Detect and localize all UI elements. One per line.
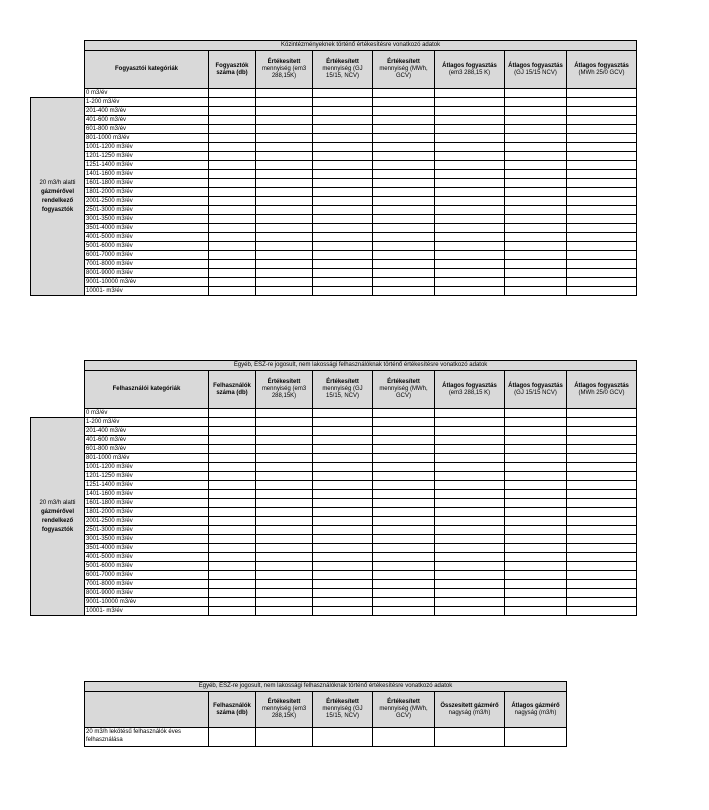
column-header: Átlagos fogyasztás (em3 288,15 K)	[435, 371, 505, 409]
table-title: Egyéb, ESZ-re jogosult, nem lakossági felhasználóknak történő értékesítésre vonatkozó adatok	[85, 361, 637, 371]
table-row	[31, 197, 637, 206]
column-header: Értékesített mennyiség (em3 288,15K)	[256, 51, 313, 89]
table-row	[31, 535, 637, 544]
other-users-table	[30, 360, 637, 616]
row-label: 5001-6000 m3/év	[85, 562, 209, 571]
table-row	[31, 607, 637, 616]
row-label: 801-1000 m3/év	[85, 454, 209, 463]
table-row	[31, 161, 637, 170]
summary-table	[84, 681, 567, 747]
row-label: 7001-8000 m3/év	[85, 580, 209, 589]
table-row	[85, 728, 567, 747]
row-label: 401-600 m3/év	[85, 436, 209, 445]
table-title: Közintézményeknek történő értékesítésre vonatkozó adatok	[85, 41, 637, 51]
column-header: Értékesített mennyiség (MWh, GCV)	[373, 371, 435, 409]
table-row	[31, 589, 637, 598]
column-header: Felhasználók száma (db)	[209, 371, 256, 409]
column-header	[85, 692, 209, 728]
table-row	[31, 278, 637, 287]
row-label: 3001-3500 m3/év	[85, 535, 209, 544]
table-row	[31, 445, 637, 454]
row-label: 6001-7000 m3/év	[85, 251, 209, 260]
row-label: 3501-4000 m3/év	[85, 224, 209, 233]
table-row	[31, 409, 637, 418]
table-header	[31, 51, 637, 89]
row-label: 1201-1250 m3/év	[85, 152, 209, 161]
row-label: 6001-7000 m3/év	[85, 571, 209, 580]
row-label: 10001- m3/év	[85, 607, 209, 616]
table-row	[31, 427, 637, 436]
row-label: 8001-9000 m3/év	[85, 269, 209, 278]
row-label: 601-800 m3/év	[85, 445, 209, 454]
row-label: 201-400 m3/év	[85, 427, 209, 436]
row-label: 8001-9000 m3/év	[85, 589, 209, 598]
table-row	[31, 224, 637, 233]
table-row	[31, 269, 637, 278]
table-row	[31, 499, 637, 508]
row-label: 1-200 m3/év	[85, 98, 209, 107]
table-row	[31, 571, 637, 580]
row-label: 201-400 m3/év	[85, 107, 209, 116]
column-header: Értékesített mennyiség (GJ 15/15, NCV)	[313, 51, 373, 89]
table-row	[31, 152, 637, 161]
row-label: 4001-5000 m3/év	[85, 553, 209, 562]
table-row	[31, 553, 637, 562]
table-row	[31, 526, 637, 535]
table-row	[31, 242, 637, 251]
table-row	[31, 463, 637, 472]
row-label: 7001-8000 m3/év	[85, 260, 209, 269]
column-header: Értékesített mennyiség (MWh, GCV)	[373, 692, 435, 728]
row-label: 2001-2500 m3/év	[85, 197, 209, 206]
table-row	[31, 143, 637, 152]
row-label: 1-200 m3/év	[85, 418, 209, 427]
row-label: 1601-1800 m3/év	[85, 499, 209, 508]
table-row	[31, 125, 637, 134]
column-header: Átlagos fogyasztás (GJ 15/15 NCV)	[505, 51, 567, 89]
table-row	[31, 508, 637, 517]
row-label: 0 m3/év	[85, 409, 209, 418]
row-label: 1401-1600 m3/év	[85, 170, 209, 179]
table-row	[31, 251, 637, 260]
row-label: 1251-1400 m3/év	[85, 481, 209, 490]
row-label: 10001- m3/év	[85, 287, 209, 296]
row-label: 1001-1200 m3/év	[85, 463, 209, 472]
row-label: 20 m3/h lekötésű felhasználók éves felhasználása	[85, 728, 209, 747]
column-header: Összesített gázmérő nagyság (m3/h)	[435, 692, 505, 728]
row-label: 9001-10000 m3/év	[85, 278, 209, 287]
column-header: Értékesített mennyiség (em3 288,15K)	[256, 692, 313, 728]
table-row	[31, 454, 637, 463]
row-label: 3501-4000 m3/év	[85, 544, 209, 553]
column-header: Átlagos fogyasztás (GJ 15/15 NCV)	[505, 371, 567, 409]
column-header: Átlagos fogyasztás (MWh 25/0 GCV)	[567, 371, 637, 409]
row-label: 1201-1250 m3/év	[85, 472, 209, 481]
column-header: Fogyasztói kategóriák	[85, 51, 209, 89]
row-label: 2001-2500 m3/év	[85, 517, 209, 526]
table-row	[31, 287, 637, 296]
table-row	[31, 89, 637, 98]
row-label: 1001-1200 m3/év	[85, 143, 209, 152]
column-header: Átlagos fogyasztás (em3 288,15 K)	[435, 51, 505, 89]
table-body	[31, 98, 637, 296]
column-header: Átlagos fogyasztás (MWh 25/0 GCV)	[567, 51, 637, 89]
table-header	[31, 371, 637, 409]
public-institutions-table	[30, 40, 637, 296]
column-header: Értékesített mennyiség (GJ 15/15, NCV)	[313, 371, 373, 409]
row-label: 4001-5000 m3/év	[85, 233, 209, 242]
row-label: 1251-1400 m3/év	[85, 161, 209, 170]
table-row	[31, 517, 637, 526]
table-row	[31, 188, 637, 197]
table-row	[31, 98, 637, 107]
row-label: 5001-6000 m3/év	[85, 242, 209, 251]
table-row	[31, 107, 637, 116]
row-label: 401-600 m3/év	[85, 116, 209, 125]
column-header: Felhasználók száma (db)	[209, 692, 256, 728]
row-label: 1801-2000 m3/év	[85, 188, 209, 197]
row-label: 1401-1600 m3/év	[85, 490, 209, 499]
table-row	[31, 472, 637, 481]
row-label: 1801-2000 m3/év	[85, 508, 209, 517]
row-label: 2501-3000 m3/év	[85, 526, 209, 535]
table-row	[31, 116, 637, 125]
column-header: Értékesített mennyiség (MWh, GCV)	[373, 51, 435, 89]
table-row	[31, 206, 637, 215]
row-label: 801-1000 m3/év	[85, 134, 209, 143]
column-header: Értékesített mennyiség (GJ 15/15, NCV)	[313, 692, 373, 728]
table-row	[31, 260, 637, 269]
row-label: 1601-1800 m3/év	[85, 179, 209, 188]
table-title: Egyéb, ESZ-re jogosult, nem lakossági felhasználóknak történő értékesítésre vonatkozó adatok	[85, 682, 567, 692]
table-row	[31, 179, 637, 188]
table-header	[85, 692, 567, 728]
table-row	[31, 598, 637, 607]
table-row	[31, 215, 637, 224]
table-row	[31, 134, 637, 143]
row-group-label: 20 m3/h alatti gázmérővel rendelkező fogyasztók	[31, 418, 85, 616]
row-label: 601-800 m3/év	[85, 125, 209, 134]
table-row	[31, 418, 637, 427]
column-header: Felhasználói kategóriák	[85, 371, 209, 409]
table-row	[31, 580, 637, 589]
table-row	[31, 436, 637, 445]
row-label: 0 m3/év	[85, 89, 209, 98]
table-row	[31, 562, 637, 571]
row-group-label: 20 m3/h alatti gázmérővel rendelkező fogyasztók	[31, 98, 85, 296]
column-header: Fogyasztók száma (db)	[209, 51, 256, 89]
column-header: Átlagos gázmérő nagyság (m3/h)	[505, 692, 567, 728]
row-label: 3001-3500 m3/év	[85, 215, 209, 224]
row-label: 2501-3000 m3/év	[85, 206, 209, 215]
table-row	[31, 233, 637, 242]
table-row	[31, 544, 637, 553]
row-label: 9001-10000 m3/év	[85, 598, 209, 607]
table-row	[31, 170, 637, 179]
table-body	[31, 418, 637, 616]
column-header: Értékesített mennyiség (em3 288,15K)	[256, 371, 313, 409]
table-row	[31, 481, 637, 490]
table-row	[31, 490, 637, 499]
